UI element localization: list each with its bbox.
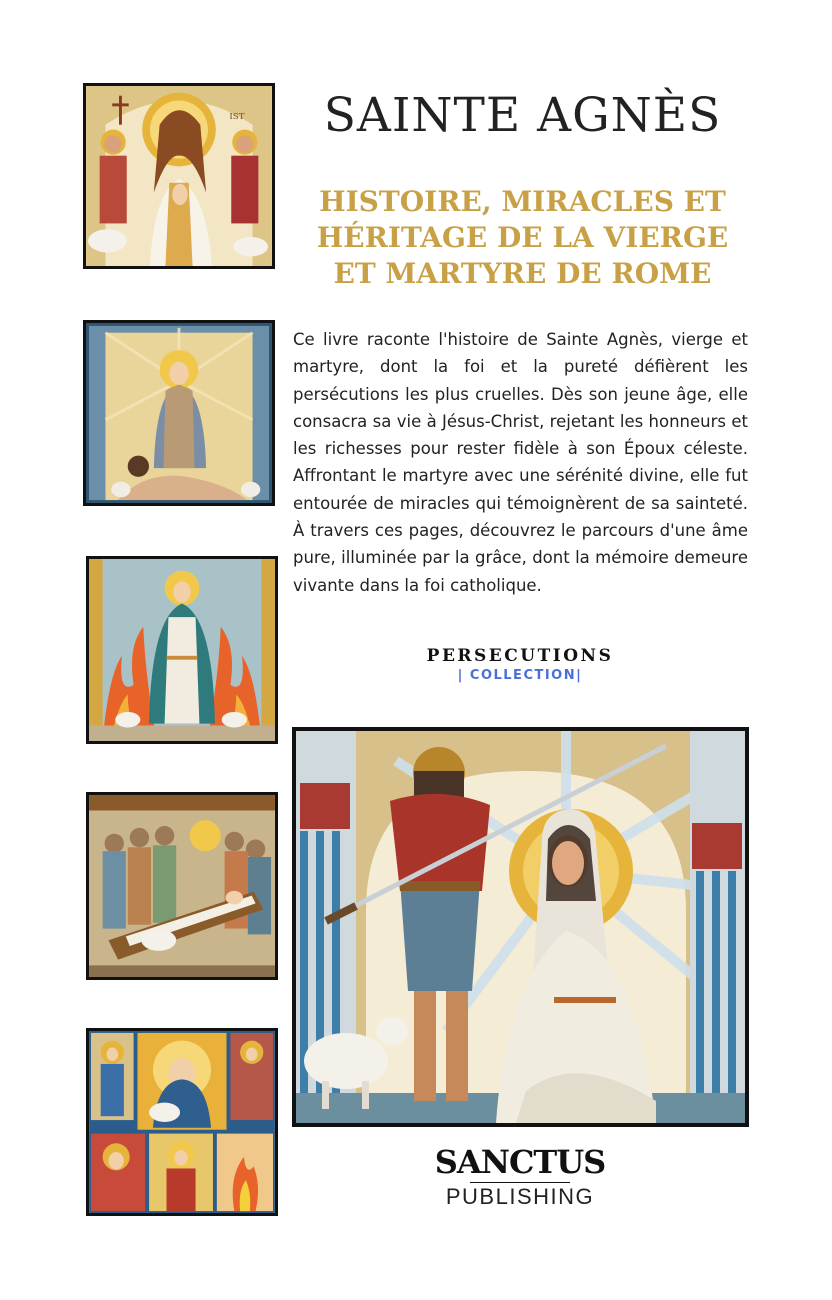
flames-image xyxy=(89,559,275,741)
martyrdom-image xyxy=(296,731,745,1123)
publisher-divider xyxy=(470,1182,570,1183)
book-subtitle: HISTOIRE, MIRACLES ET HÉRITAGE DE LA VIERGE ET MARTYRE DE ROME xyxy=(316,185,729,290)
halo-inscription: IST xyxy=(229,111,245,122)
illustration-agnes-apparition xyxy=(83,320,275,506)
collection-label xyxy=(380,646,660,683)
praying-saint-image xyxy=(86,86,272,266)
illustration-agnes-collage xyxy=(86,1028,278,1216)
illustration-agnes-praying xyxy=(83,83,275,269)
illustration-agnes-funeral xyxy=(86,792,278,980)
publisher-logo xyxy=(420,1143,620,1209)
book-title: SAINTE AGNÈS xyxy=(323,88,722,143)
collage-image xyxy=(89,1031,275,1213)
funeral-image xyxy=(89,795,275,977)
collection-tag: | COLLECTION| xyxy=(457,668,583,683)
collection-name: PERSECUTIONS xyxy=(426,646,614,666)
illustration-agnes-flames xyxy=(86,556,278,744)
publisher-sub: PUBLISHING xyxy=(445,1184,595,1209)
apparition-image xyxy=(86,323,272,503)
publisher-name: SANCTUS xyxy=(434,1143,606,1181)
illustration-agnes-martyrdom xyxy=(292,727,749,1127)
book-description: Ce livre raconte l'histoire de Sainte Agnès, vierge et martyre, dont la foi et la pureté défièrent les persécutions les plus cruelles. Dès son jeune âge, elle consacra sa vie à Jésus-Christ, rejetant les honneurs et les richesses pour rester fidèle à son Époux céleste. Affrontant le martyre avec une sérénité divine, elle fut entourée de miracles qui témoignèrent de sa sainteté. À travers ces pages, découvrez le parcours d'une âme pure, illuminée par la grâce, dont la mémoire demeure vivante dans la foi catholique. xyxy=(293,330,748,595)
